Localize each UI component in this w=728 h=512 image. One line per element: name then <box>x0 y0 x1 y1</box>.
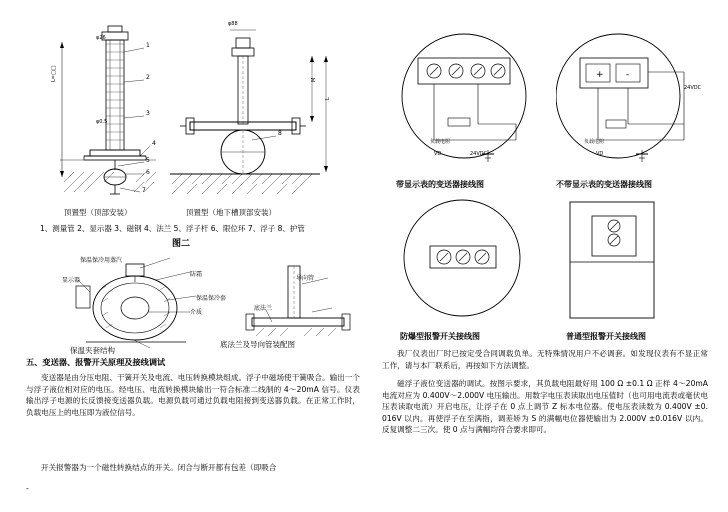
callout-2: 2 <box>146 74 150 81</box>
label-frost: 防霜 <box>190 271 203 278</box>
right-paragraph-1: 磁浮子液位变送器的调试。按图示要求，其负载电阻最好用 100 Ω ±0.1 Ω 正样 4～20mA 电流对应为 0.400V～2.000V 电压输出。用数字电压表读取出电压值时（也可用电流表或毫伏电压表读取电流）开启电压，让浮子在 0 点上调节 Z 标本电位器。使电压表读数为 0.400V ±0. 016V 以内。再使浮子在至满指，调差矫为 S 的满幅电位器使输出为 2.000V ±0.016V 以内。反复调整二三次。使 0 点与满幅均符合要求即可。 <box>382 379 708 435</box>
figure-number-2: 图二 <box>172 239 191 249</box>
callout-7: 7 <box>142 187 146 194</box>
caption-underground-mounted: 顶置型（地下槽顶部安装） <box>186 208 276 217</box>
label-steam-jacket: 保温保冷用蒸汽 <box>80 257 123 264</box>
dim-L: L=□□ <box>51 65 57 82</box>
dim-d88: φ88 <box>228 21 238 27</box>
callout-3: 3 <box>146 110 150 117</box>
label-vd-right: VD <box>596 151 604 157</box>
figure-legend: 1、测量管 2、显示器 3、磁钢 4、法兰 5、浮子杆 6、限位环 7、浮子 8、护管 <box>40 224 305 233</box>
label-insulation-sleeve: 保温保冷套 <box>196 295 227 302</box>
text-dash: - <box>26 484 29 493</box>
dim-d26: φ26 <box>96 35 106 41</box>
callout-6: 6 <box>146 169 150 176</box>
label-24vdc-right: 24VDC <box>684 85 702 91</box>
svg-text:-: - <box>626 70 630 80</box>
dim-d05: φ0.5 <box>96 119 108 125</box>
figure-wiring-without-display <box>556 28 716 178</box>
label-24vdc-left: 24VDC <box>470 151 488 157</box>
caption-jacket-structure: 保温夹套结构 <box>70 346 115 355</box>
page-divider-vertical <box>364 18 365 20</box>
right-paragraph-intro: 我厂仪表出厂时已按定受合同调载负单。无特殊情况用户不必调套。如发现仪表有不显正常工作，请与本厂联系后，再按如下方法调整。 <box>382 349 708 370</box>
caption-flange-guide-assembly: 底法兰及导向管装配图 <box>220 340 295 349</box>
caption-wiring-without-display: 不带显示表的变送器接线图 <box>556 180 652 189</box>
caption-top-mounted: 顶置型（顶部安装） <box>64 208 132 217</box>
section-heading: 五、变送器、报警开关原理及接线调试 <box>26 357 166 367</box>
callout-4: 4 <box>152 140 156 147</box>
left-paragraph-2: 开关报警器为一个磁性转换结点的开关。闭合与断开都有包差（即吸合 <box>41 463 277 472</box>
dim-M: M <box>311 77 317 82</box>
label-load-resistor-right: 负载电阻 <box>584 139 605 145</box>
left-paragraph-1: 变送器是由分压电阻、干簧开关及电流、电压转换模块组成。浮子中磁场使干簧吸合。输出一个与浮子液位相对应的电压。经电压、电流转换模块输出一符合标准二线制的 4～20mA 信号。仪表输出浮子电源的长反馈接变送器负载。电源负载可通过负载电阻接到变送器负载。在正常工作时，负载电压上的电压即为液位信号。 <box>26 373 360 417</box>
callout-8: 8 <box>278 130 282 137</box>
caption-wiring-with-display: 带显示表的变送器接线图 <box>396 180 484 189</box>
label-load-resistor-left: 负载电阻 <box>430 139 451 145</box>
figure-standard-switch <box>556 196 706 326</box>
label-display: 显示器 <box>62 277 81 284</box>
callout-5: 5 <box>146 157 150 164</box>
caption-explosion-proof-switch: 防爆型报警开关接线图 <box>400 332 480 341</box>
figure-top-left <box>40 22 360 212</box>
svg-text:+: + <box>596 70 604 80</box>
label-bottom-flange: 底法兰 <box>254 305 273 312</box>
dim-Lr: L <box>325 97 331 100</box>
caption-standard-switch: 普通型报警开关接线图 <box>566 332 646 341</box>
label-vd-left: VD <box>434 151 442 157</box>
callout-1: 1 <box>146 42 150 49</box>
label-medium: 介质 <box>190 309 203 316</box>
label-guide-tube: 导向管 <box>296 275 315 282</box>
figure-explosion-proof-switch <box>400 196 550 326</box>
